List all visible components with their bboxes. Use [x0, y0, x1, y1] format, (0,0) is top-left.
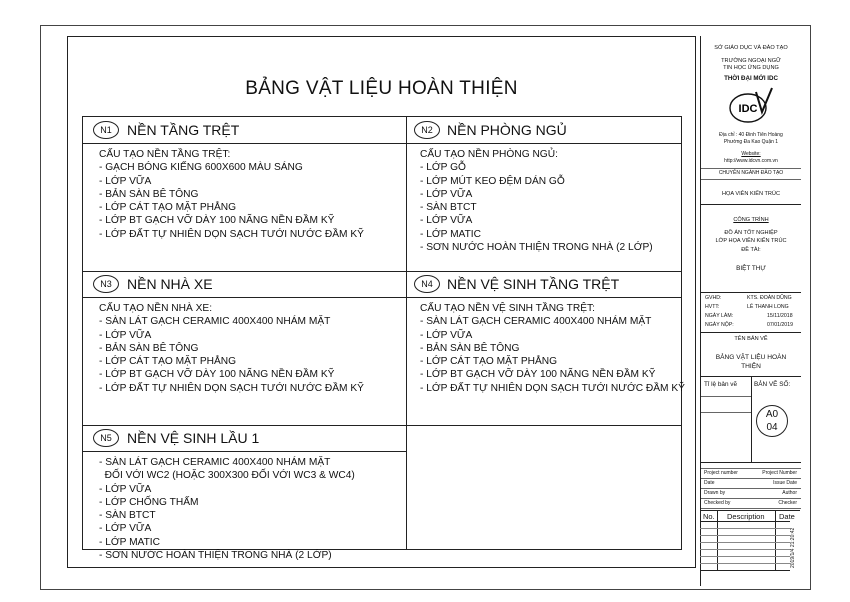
section-number: N2 [414, 121, 440, 139]
scale-divider [751, 376, 752, 462]
list-item: - SÀN LÁT GẠCH CERAMIC 400X400 NHÁM MẶT [99, 457, 331, 468]
list-item: - LỚP MÚT KEO ĐỆM DÁN GỖ [420, 175, 565, 187]
divider [701, 168, 801, 169]
list-item: - LỚP VỮA [99, 483, 152, 495]
row-divider [83, 271, 681, 272]
header-rule [406, 143, 681, 144]
section-heading: NỀN NHÀ XE [127, 276, 213, 292]
list-item: - SƠN NƯỚC HOÀN THIỆN TRONG NHÀ (2 LỚP) [99, 550, 332, 562]
website-link[interactable]: http://www.idcvn.com.vn [724, 158, 778, 164]
end-date-label: NGÀY NỘP: [705, 322, 734, 328]
list-item: - LỚP ĐẤT TỰ NHIÊN DỌN SẠCH TƯỚI NƯỚC ĐẦM KỸ [99, 382, 364, 394]
checked-value: Checker [778, 500, 797, 506]
project-number-label: Project number [704, 470, 738, 476]
school-text: TRƯỜNG NGOẠI NGỮ [721, 58, 781, 64]
section-list [99, 148, 364, 241]
list-item: - LỚP VỮA [99, 523, 152, 535]
checked-label: Checked by [704, 500, 731, 506]
column-divider-lower [406, 425, 407, 549]
list-item: - LỚP MATIC [420, 228, 481, 240]
divider [701, 412, 751, 413]
section-list [99, 302, 364, 395]
section-heading: NỀN VỆ SINH LẦU 1 [127, 430, 260, 446]
divider [701, 396, 751, 397]
main-frame [67, 36, 696, 568]
address-text: Phường Đa Kao Quận 1 [723, 139, 779, 145]
sheet-size: A0 [765, 409, 779, 420]
divider [700, 510, 800, 511]
address-text: Địa chỉ : 40 Đinh Tiên Hoàng [719, 132, 783, 138]
title-block [700, 36, 801, 586]
list-item: - LỚP VỮA [99, 175, 152, 187]
list-item: - LỚP VỮA [420, 329, 473, 341]
list-item: - SÀN LÁT GẠCH CERAMIC 400X400 NHÁM MẶT [99, 316, 331, 328]
rev-no-header: No. [703, 512, 715, 521]
divider [701, 488, 801, 489]
list-item: CẤU TẠO NỀN NHÀ XE: [99, 303, 213, 314]
sheet-index: 04 [766, 422, 778, 433]
list-item: - LỚP CÁT TẠO MẶT PHẲNG [420, 356, 558, 368]
list-item: - LỚP BT GẠCH VỠ DÀY 100 NÃNG NỀN ĐẦM KỸ [99, 215, 335, 227]
website-label: Website: [741, 151, 761, 157]
section-number: N5 [93, 429, 119, 447]
date-value: Issue Date [773, 480, 797, 486]
section-heading: NỀN PHÒNG NGỦ [447, 122, 567, 138]
divider [701, 204, 801, 205]
list-item: - SÀN LÁT GẠCH CERAMIC 400X400 NHÁM MẶT [420, 316, 652, 328]
list-item: - LỚP VỮA [99, 329, 152, 341]
header-rule [83, 143, 406, 144]
section-list [420, 148, 653, 254]
page-title: BẢNG VẬT LIỆU HOÀN THIỆN [245, 78, 518, 99]
list-item: - LỚP CHỐNG THẤM [99, 496, 199, 508]
section-heading: NỀN VỆ SINH TẦNG TRỆT [447, 276, 620, 292]
logo-text: IDC [738, 103, 758, 115]
list-item: - LỚP CÁT TẠO MẶT PHẲNG [99, 202, 237, 214]
section-list [420, 302, 685, 395]
drawn-label: Drawn by [704, 490, 726, 496]
divider [700, 570, 790, 571]
list-item: CẤU TẠO NỀN VỆ SINH TẦNG TRỆT: [420, 303, 595, 314]
school-text: THỜI ĐẠI MỚI IDC [724, 75, 778, 82]
section-list [99, 456, 355, 562]
drawing-title: THIỆN [741, 363, 761, 370]
header-rule [83, 297, 406, 298]
rev-desc-header: Description [727, 512, 765, 521]
header-rule [406, 297, 681, 298]
divider [701, 498, 801, 499]
list-item: CẤU TẠO NỀN PHÒNG NGỦ: [420, 149, 558, 160]
divider [701, 462, 801, 463]
gvhd-value: KTS. ĐOÀN DŨNG [747, 295, 792, 301]
materials-table [82, 116, 685, 562]
list-item: - BẢN SÀN BÊ TÔNG [420, 342, 520, 354]
date-label: Date [704, 480, 715, 486]
list-item: - LỚP CÁT TẠO MẶT PHẲNG [99, 356, 237, 368]
drawing-title: BẢNG VẬT LIỆU HOÀN [715, 354, 787, 361]
major-value: HỌA VIÊN KIẾN TRÚC [721, 191, 781, 197]
list-item: - LỚP BT GẠCH VỠ DÀY 100 NÃNG NỀN ĐẦM KỸ [99, 369, 335, 381]
divider [700, 542, 790, 543]
print-timestamp: 2019/1/4 21:20:42 [790, 527, 796, 568]
list-item: - LỚP VỮA [420, 188, 473, 200]
divider [701, 332, 801, 333]
list-item: - LỚP BT GẠCH VỠ DÀY 100 NÃNG NỀN ĐẦM KỸ [420, 369, 656, 381]
list-item: - LỚP GỖ [420, 162, 466, 174]
list-item: - SƠN NƯỚC HOÀN THIỆN TRONG NHÀ (2 LỚP) [420, 242, 653, 254]
drawn-value: Author [782, 490, 797, 496]
divider [701, 468, 801, 469]
gvhd-label: GVHD: [705, 295, 722, 301]
divider [700, 535, 790, 536]
sheet-label: BẢN VẼ SỐ: [754, 381, 791, 388]
list-item: CẤU TẠO NỀN TẦNG TRỆT: [99, 149, 231, 160]
row-divider [83, 425, 681, 426]
divider [700, 563, 790, 564]
section-heading: NỀN TẦNG TRỆT [127, 122, 240, 138]
sheet-number [756, 405, 788, 437]
project-label: CÔNG TRÌNH [733, 217, 769, 223]
divider [701, 508, 801, 509]
list-item: - LỚP ĐẤT TỰ NHIÊN DỌN SẠCH TƯỚI NƯỚC ĐẦM KỸ [99, 228, 364, 240]
project-value: ĐỒ ÁN TỐT NGHIỆP [724, 230, 778, 236]
list-item: - LỚP ĐẤT TỰ NHIÊN DỌN SẠCH TƯỚI NƯỚC ĐẦM KỸ [420, 382, 685, 394]
drawing-label: TÊN BẢN VẼ [734, 336, 768, 342]
idc-logo [726, 86, 776, 126]
start-date-value: 15/11/2018 [767, 313, 793, 319]
divider [700, 528, 790, 529]
revision-table [700, 510, 800, 586]
list-item: - BẢN SÀN BÊ TÔNG [99, 342, 199, 354]
header-rule [83, 451, 406, 452]
project-value: LỚP HỌA VIÊN KIẾN TRÚC [715, 238, 787, 244]
divider [717, 510, 718, 570]
hvtt-value: LÊ THANH LONG [747, 304, 789, 310]
end-date-value: 07/01/2019 [767, 322, 793, 328]
school-text: TIN HỌC ỨNG DỤNG [723, 65, 779, 71]
divider [775, 510, 776, 570]
scale-label: Tỉ lệ bản vẽ [704, 381, 738, 388]
divider [700, 521, 790, 522]
list-item: - BẢN SÀN BÊ TÔNG [99, 188, 199, 200]
section-number: N1 [93, 121, 119, 139]
list-item: - SÀN BTCT [99, 510, 156, 522]
list-item: - SÀN BTCT [420, 202, 477, 214]
section-number: N4 [414, 275, 440, 293]
major-label: CHUYÊN NGÀNH ĐÀO TẠO [718, 170, 784, 176]
list-item: - LỚP MATIC [99, 536, 160, 548]
dept-text: SỞ GIÁO DỤC VÀ ĐÀO TẠO [714, 45, 788, 51]
divider [701, 478, 801, 479]
rev-date-header: Date [779, 512, 795, 521]
divider [701, 179, 801, 180]
project-number-value: Project Number [762, 470, 797, 476]
divider [700, 556, 790, 557]
topic-value: BIỆT THỰ [736, 265, 766, 272]
hvtt-label: HVTT: [705, 304, 720, 310]
start-date-label: NGÀY LÀM: [705, 313, 734, 319]
divider [701, 292, 801, 293]
list-item: - LỚP VỮA [420, 215, 473, 227]
section-number: N3 [93, 275, 119, 293]
list-item: ĐỐI VỚI WC2 (HOẶC 300X300 ĐỐI VỚI WC3 & WC4) [99, 470, 355, 482]
logo-icon [726, 86, 776, 126]
divider [700, 549, 790, 550]
list-item: - GẠCH BÓNG KIẾNG 600X600 MÀU SÁNG [99, 162, 303, 174]
topic-label: ĐỀ TÀI: [741, 247, 761, 253]
